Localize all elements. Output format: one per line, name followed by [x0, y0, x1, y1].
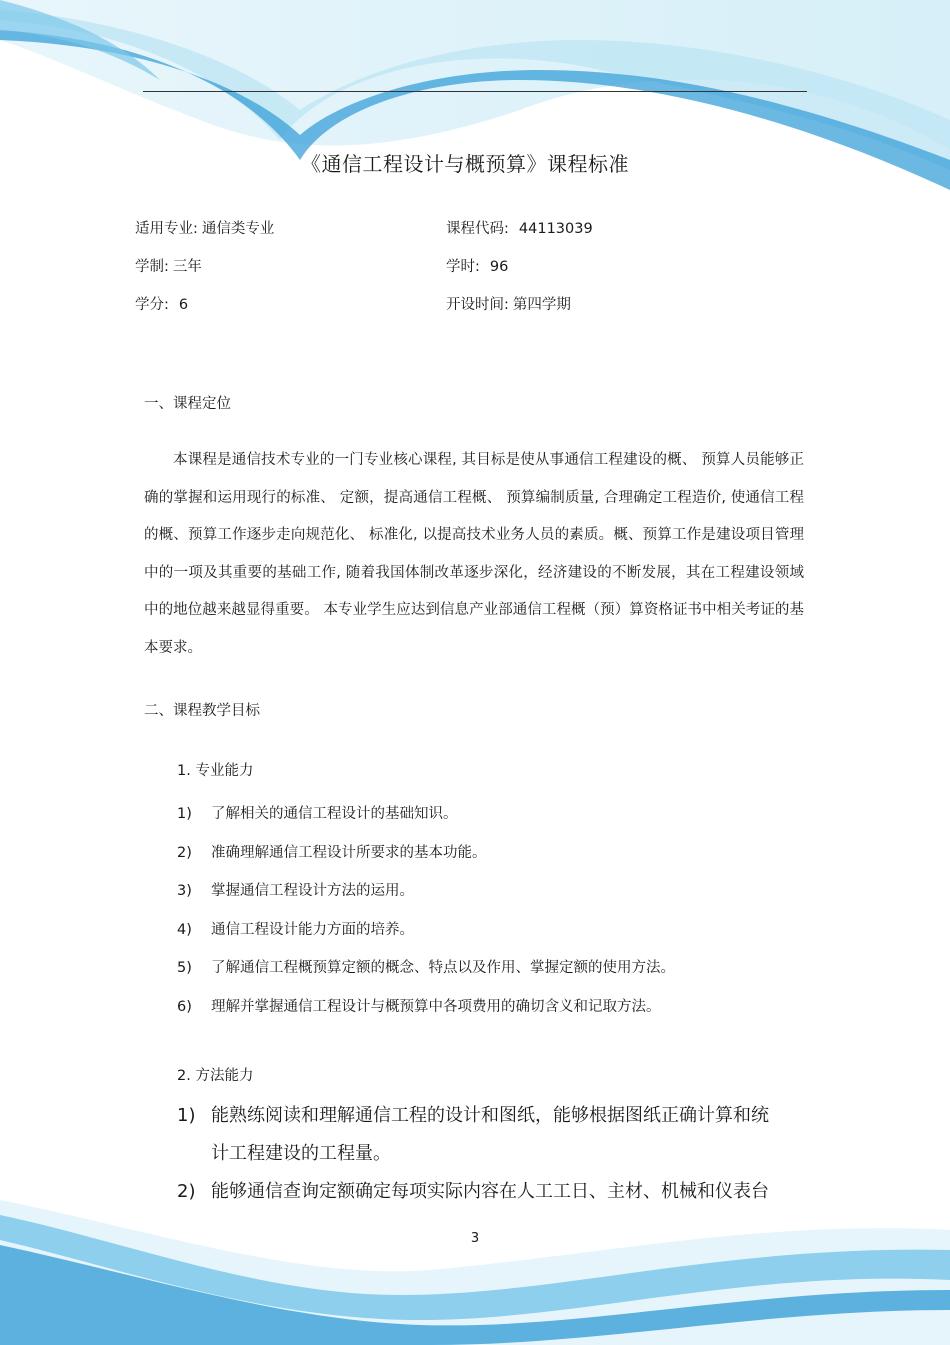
- meta-term-label: 开设时间:: [446, 297, 509, 313]
- list-item: [177, 918, 414, 939]
- list-item-number: 3): [177, 883, 192, 899]
- list-item: [177, 841, 487, 862]
- meta-major: [135, 219, 274, 239]
- meta-term-value: 第四学期: [512, 297, 571, 313]
- list-item-text: 了解相关的通信工程设计的基础知识。: [211, 806, 458, 822]
- meta-major-value: 通信类专业: [201, 221, 275, 237]
- meta-code-label: 课程代码:: [446, 221, 509, 237]
- meta-hours-value: 96: [489, 259, 509, 275]
- list-item-number: 1): [177, 806, 192, 822]
- meta-hours: [446, 257, 508, 277]
- meta-duration-value: 三年: [172, 259, 202, 275]
- list-item-number: 1): [177, 1105, 196, 1126]
- meta-credits-value: 6: [178, 297, 189, 313]
- subsection-method-ability: 2. 方法能力: [177, 1068, 254, 1084]
- list-item-large: [177, 1097, 777, 1173]
- meta-hours-label: 学时:: [446, 259, 480, 275]
- list-item-number: 2): [177, 845, 192, 861]
- list-item-text: 准确理解通信工程设计所要求的基本功能。: [211, 845, 487, 861]
- page-number: 3: [470, 1231, 480, 1246]
- list-item-number: 2): [177, 1181, 196, 1202]
- meta-code: [446, 219, 593, 239]
- subsection-professional-ability: 1. 专业能力: [177, 763, 254, 779]
- list-item: [177, 956, 675, 977]
- list-item-large: [177, 1173, 777, 1211]
- list-item-text: 掌握通信工程设计方法的运用。: [211, 883, 414, 899]
- meta-code-value: 44113039: [518, 221, 593, 237]
- list-item-text: 能够通信查询定额确定每项实际内容在人工工日、主材、机械和仪表台: [211, 1181, 769, 1202]
- list-item-number: 5): [177, 960, 192, 976]
- list-item-text: 理解并掌握通信工程设计与概预算中各项费用的确切含义和记取方法。: [211, 999, 661, 1015]
- list-item-number: 6): [177, 999, 192, 1015]
- header-rule: [143, 91, 807, 92]
- list-item-text: 通信工程设计能力方面的培养。: [211, 922, 414, 938]
- meta-duration: [135, 257, 202, 277]
- list-item: [177, 802, 458, 823]
- meta-duration-label: 学制:: [135, 259, 169, 275]
- list-item-text: 能熟练阅读和理解通信工程的设计和图纸，能够根据图纸正确计算和统计工程建设的工程量。: [211, 1105, 769, 1164]
- list-item-number: 4): [177, 922, 192, 938]
- section-paragraph-positioning: 本课程是通信技术专业的一门专业核心课程, 其目标是使从事通信工程建设的概、 预算人员能够正确的掌握和运用现行的标准、 定额，提高通信工程概、 预算编制质量, 合理确定工程造价, 使通信工程的概、预算工作逐步走向规范化、 标准化, 以提高技术业务人员的素质。概、预算工作是建设项目管理中的一项及其重要的基础工作, 随着我国体制改革逐步深化，经济建设的不断发展，其在工程建设领域中的地位越来越显得重要。 本专业学生应达到信息产业部通信工程概（预）算资格证书中相关考证的基本要求。: [144, 452, 804, 656]
- list-item: [177, 995, 661, 1016]
- section-heading-objectives: 二、课程教学目标: [144, 703, 260, 719]
- list-item-text: 了解通信工程概预算定额的概念、特点以及作用、掌握定额的使用方法。: [211, 960, 675, 976]
- section-heading-positioning: 一、课程定位: [144, 396, 231, 412]
- meta-term: [446, 295, 571, 315]
- meta-credits-label: 学分:: [135, 297, 169, 313]
- document-title: 《通信工程设计与概预算》课程标准: [301, 152, 629, 176]
- meta-major-label: 适用专业:: [135, 221, 198, 237]
- meta-credits: [135, 295, 188, 315]
- list-item: [177, 879, 414, 900]
